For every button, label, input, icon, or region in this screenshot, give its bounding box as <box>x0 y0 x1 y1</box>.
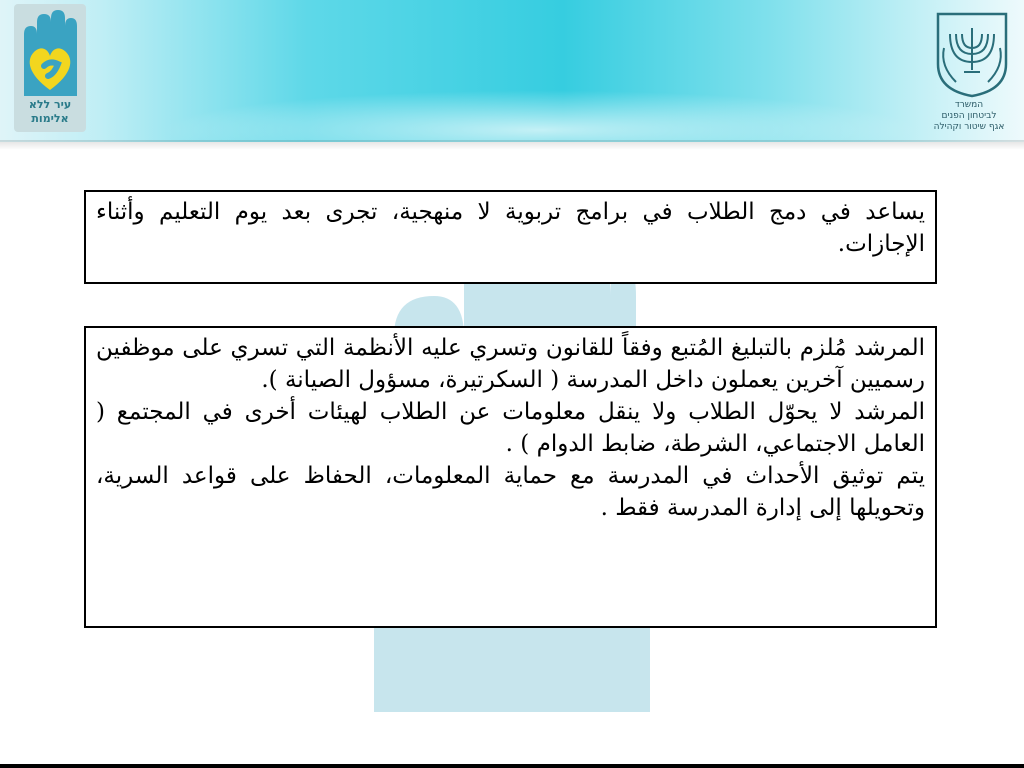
bottom-border <box>0 764 1024 768</box>
menorah-emblem-icon <box>930 8 1014 98</box>
header-banner <box>0 0 1024 142</box>
no-transfer-text: المرشد لا يحوّل الطلاب ولا ينقل معلومات عن الطلاب لهيئات أخرى في المجتمع ( العامل الاجتماعي، الشرطة، ضابط الدوام ) . <box>96 399 925 457</box>
info-box-activities <box>84 190 937 284</box>
left-logo-text: עיר ללא אלימות <box>28 98 72 125</box>
info-box-obligations <box>84 326 937 628</box>
hand-heart-icon <box>14 4 86 104</box>
documentation-text: يتم توثيق الأحداث في المدرسة مع حماية المعلومات، الحفاظ على قواعد السرية، وتحويلها إلى إدارة المدرسة فقط . <box>96 463 925 521</box>
activities-text: يساعد في دمج الطلاب في برامج تربوية لا منهجية، تجرى بعد يوم التعليم وأثناء الإجازات. <box>96 199 925 257</box>
reporting-obligation-text: المرشد مُلزم بالتبليغ المُتبع وفقاً للقانون وتسري عليه الأنظمة التي تسري على موظفين رسميين آخرين يعملون داخل المدرسة ( السكرتيرة، مسؤول الصيانة ). <box>96 335 925 393</box>
ministry-caption: המשרד לביטחון הפנים אגף שיטור וקהילה <box>933 100 1005 132</box>
city-without-violence-logo <box>14 4 86 132</box>
header-glow <box>160 90 920 142</box>
header-shadow <box>0 140 1024 150</box>
ministry-emblem <box>930 8 1014 130</box>
